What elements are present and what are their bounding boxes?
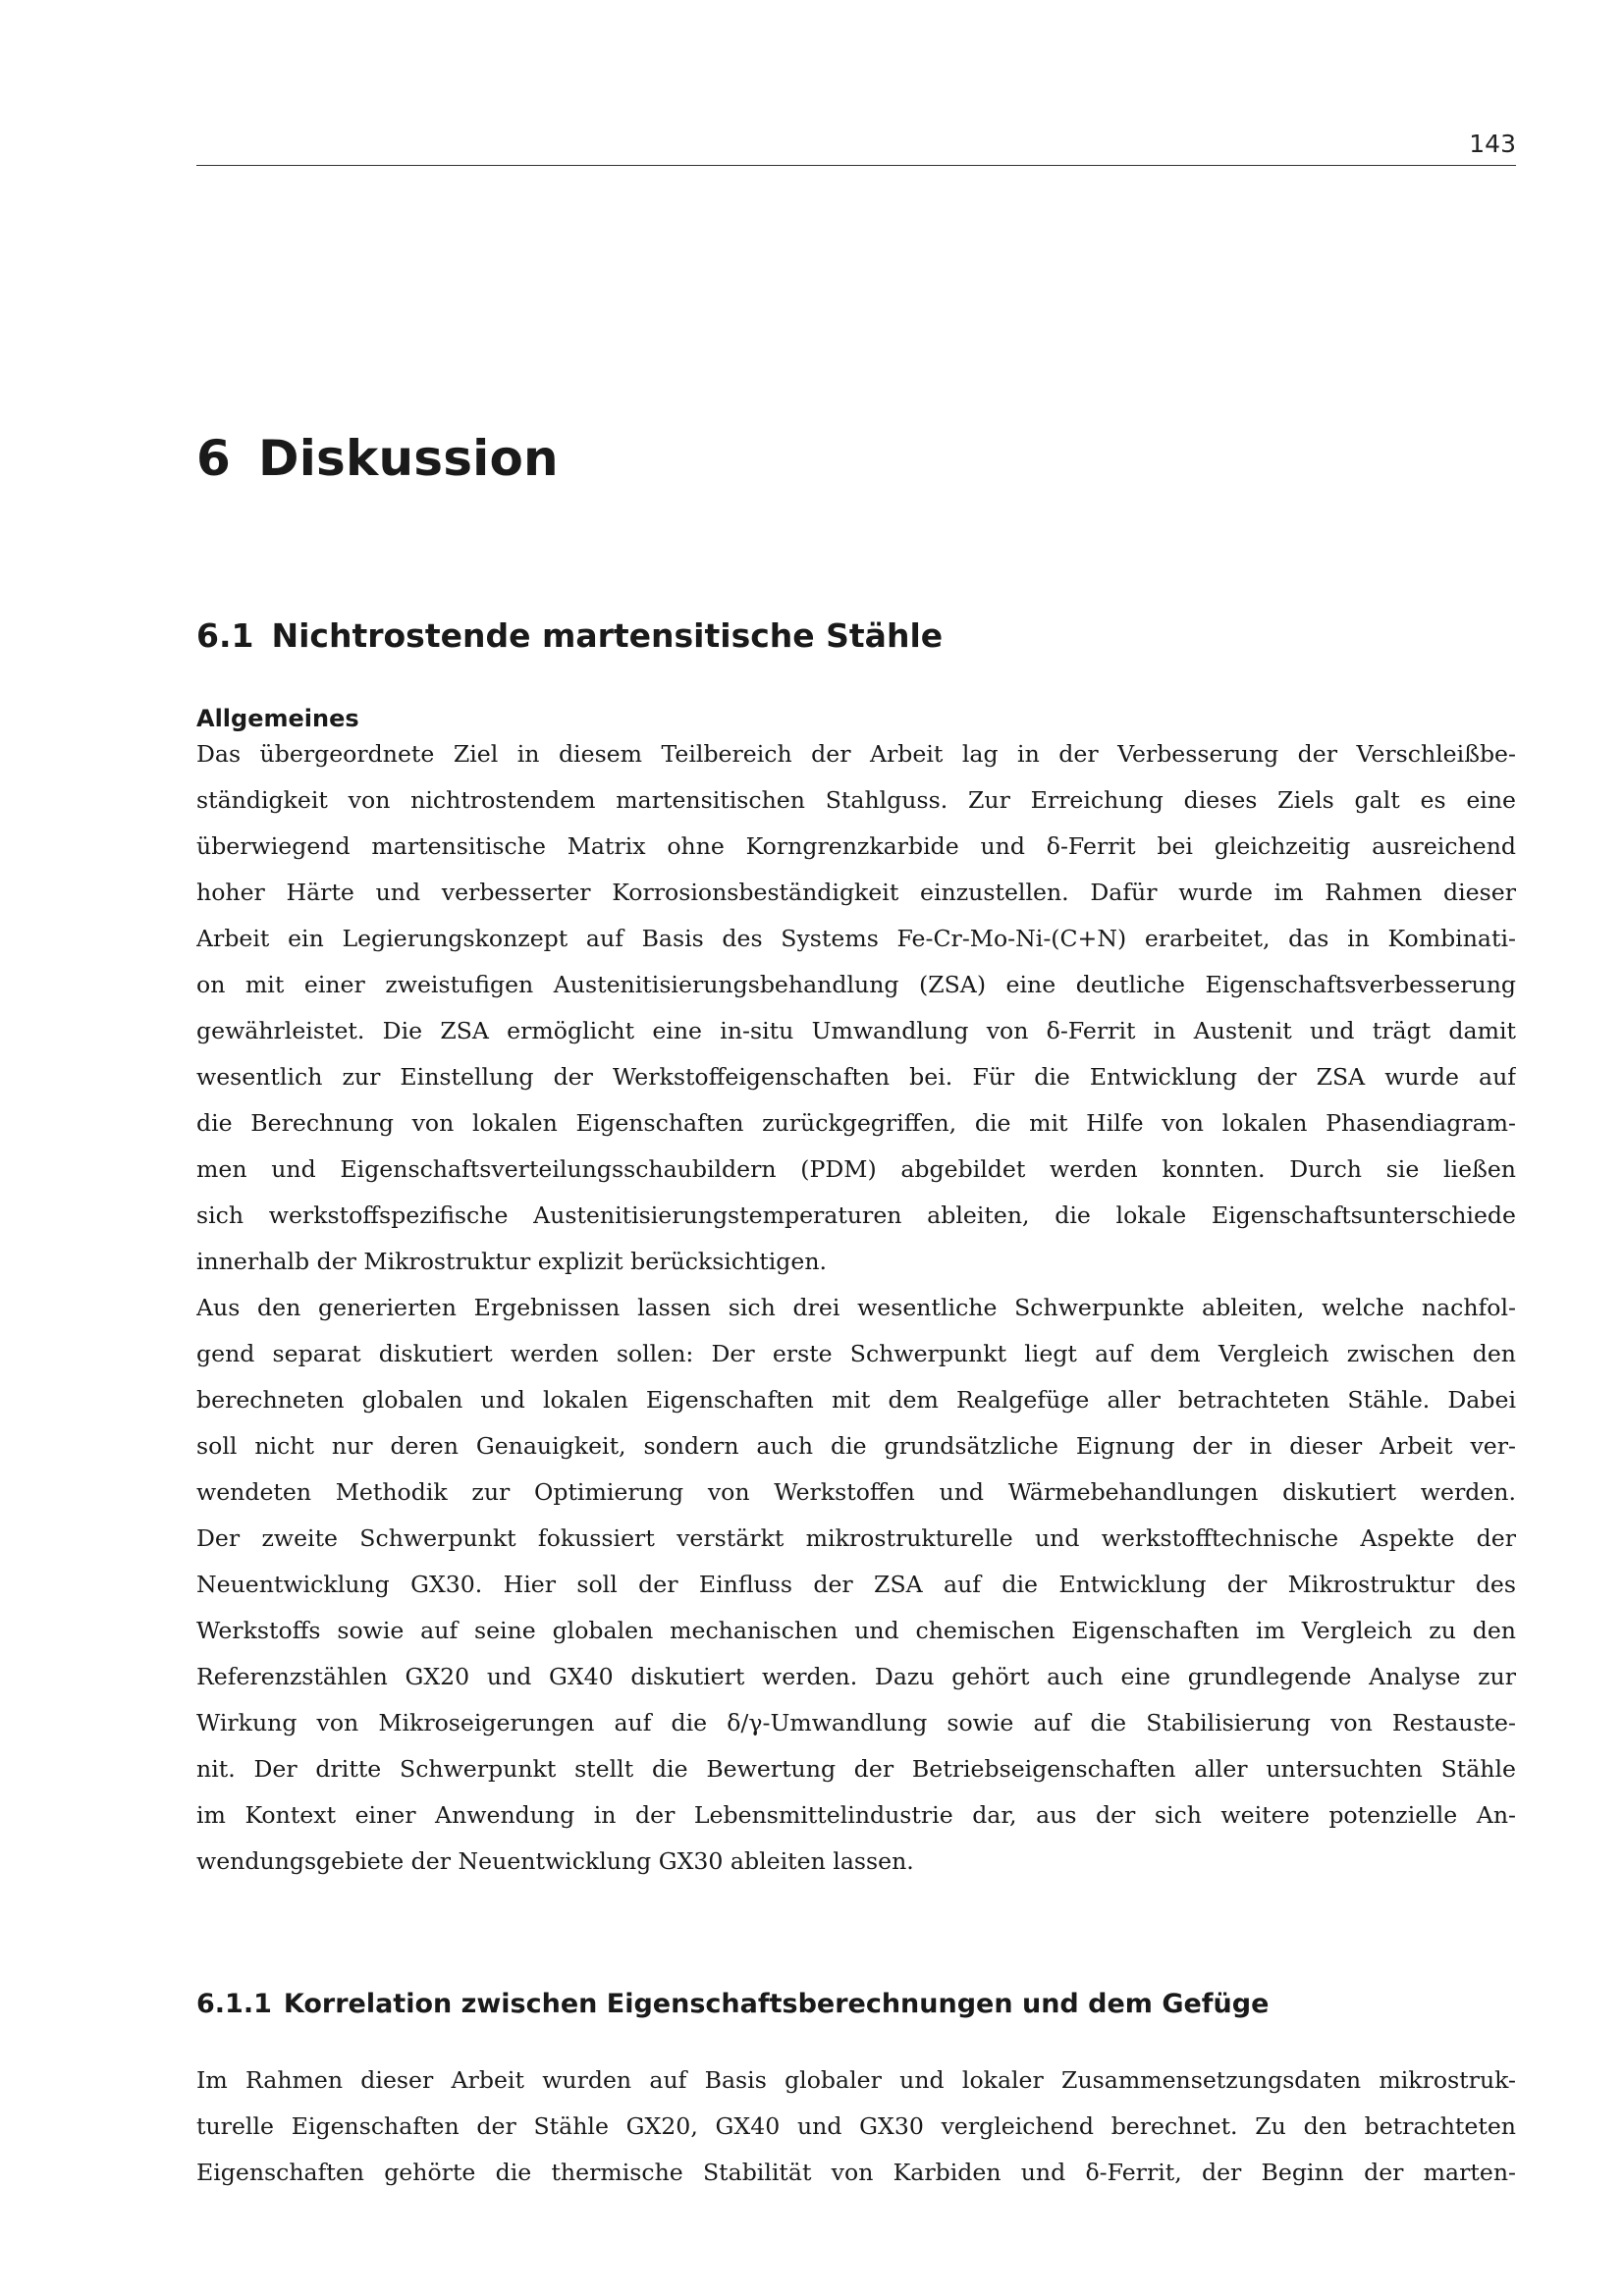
section-title xyxy=(196,616,943,655)
text-line: gewährleistet. Die ZSA ermöglicht eine in-situ Umwandlung von δ-Ferrit in Austenit und trägt damit xyxy=(196,1017,1516,1044)
section-number: 6.1 xyxy=(196,616,254,655)
text-line: die Berechnung von lokalen Eigenschaften zurückgegriffen, die mit Hilfe von lokalen Phasendiagram- xyxy=(196,1109,1516,1137)
text-line: Wirkung von Mikroseigerungen auf die δ/γ-Umwandlung sowie auf die Stabilisierung von Restauste- xyxy=(196,1709,1516,1736)
subsection-title-text: Korrelation zwischen Eigenschaftsberechnungen und dem Gefüge xyxy=(283,1989,1270,2019)
text-line: wesentlich zur Einstellung der Werkstoffeigenschaften bei. Für die Entwicklung der ZSA wurde auf xyxy=(196,1063,1516,1091)
page-number: 143 xyxy=(1469,130,1516,158)
text-line: berechneten globalen und lokalen Eigenschaften mit dem Realgefüge aller betrachteten Stähle. Dabei xyxy=(196,1386,1516,1414)
chapter-title xyxy=(196,430,559,487)
text-line: Neuentwicklung GX30. Hier soll der Einfluss der ZSA auf die Entwicklung der Mikrostruktur des xyxy=(196,1571,1516,1598)
text-line: Werkstoffs sowie auf seine globalen mechanischen und chemischen Eigenschaften im Vergleich zu den xyxy=(196,1617,1516,1644)
subsection-number: 6.1.1 xyxy=(196,1989,272,2019)
text-line: ständigkeit von nichtrostendem martensitischen Stahlguss. Zur Erreichung dieses Ziels galt es eine xyxy=(196,786,1516,814)
body-text-allgemeines xyxy=(196,731,1516,1885)
text-line: soll nicht nur deren Genauigkeit, sondern auch die grundsätzliche Eignung der in dieser Arbeit ver- xyxy=(196,1432,1516,1460)
text-line: wendeten Methodik zur Optimierung von Werkstoffen und Wärmebehandlungen diskutiert werden. xyxy=(196,1478,1516,1506)
text-line: Referenzstählen GX20 und GX40 diskutiert werden. Dazu gehört auch eine grundlegende Analyse zur xyxy=(196,1663,1516,1690)
text-line: Aus den generierten Ergebnissen lassen sich drei wesentliche Schwerpunkte ableiten, welche nachfol- xyxy=(196,1294,1516,1321)
subsection-title xyxy=(196,1989,1269,2019)
paragraph-heading-allgemeines: Allgemeines xyxy=(196,705,359,732)
text-line: gend separat diskutiert werden sollen: Der erste Schwerpunkt liegt auf dem Vergleich zwischen den xyxy=(196,1340,1516,1367)
text-line: Arbeit ein Legierungskonzept auf Basis des Systems Fe-Cr-Mo-Ni-(C+N) erarbeitet, das in Kombinati- xyxy=(196,925,1516,952)
page-header xyxy=(196,126,1516,166)
text-line: innerhalb der Mikrostruktur explizit berücksichtigen. xyxy=(196,1248,828,1275)
section-title-text: Nichtrostende martensitische Stähle xyxy=(271,616,944,655)
chapter-number: 6 xyxy=(196,430,231,487)
text-line: wendungsgebiete der Neuentwicklung GX30 ableiten lassen. xyxy=(196,1847,914,1875)
chapter-title-text: Diskussion xyxy=(258,430,559,487)
text-line: turelle Eigenschaften der Stähle GX20, GX40 und GX30 vergleichend berechnet. Zu den betrachteten xyxy=(196,2112,1516,2140)
text-line: nit. Der dritte Schwerpunkt stellt die Bewertung der Betriebseigenschaften aller untersuchten Stähle xyxy=(196,1755,1516,1783)
text-line: Das übergeordnete Ziel in diesem Teilbereich der Arbeit lag in der Verbesserung der Verschleißbe- xyxy=(196,740,1516,768)
text-line: Im Rahmen dieser Arbeit wurden auf Basis globaler und lokaler Zusammensetzungsdaten mikrostruk- xyxy=(196,2066,1516,2094)
text-line: im Kontext einer Anwendung in der Lebensmittelindustrie dar, aus der sich weitere potenzielle An- xyxy=(196,1801,1516,1829)
body-text-korrelation xyxy=(196,2057,1516,2196)
text-line: sich werkstoffspezifische Austenitisierungstemperaturen ableiten, die lokale Eigenschaftsunterschiede xyxy=(196,1201,1516,1229)
text-line: on mit einer zweistufigen Austenitisierungsbehandlung (ZSA) eine deutliche Eigenschaftsverbesserung xyxy=(196,971,1516,998)
text-line: Der zweite Schwerpunkt fokussiert verstärkt mikrostrukturelle und werkstofftechnische Aspekte der xyxy=(196,1524,1516,1552)
text-line: men und Eigenschaftsverteilungsschaubildern (PDM) abgebildet werden konnten. Durch sie ließen xyxy=(196,1155,1516,1183)
text-line: hoher Härte und verbesserter Korrosionsbeständigkeit einzustellen. Dafür wurde im Rahmen dieser xyxy=(196,879,1516,906)
text-line: Eigenschaften gehörte die thermische Stabilität von Karbiden und δ-Ferrit, der Beginn der marten- xyxy=(196,2159,1516,2186)
text-line: überwiegend martensitische Matrix ohne Korngrenzkarbide und δ-Ferrit bei gleichzeitig ausreichend xyxy=(196,832,1516,860)
